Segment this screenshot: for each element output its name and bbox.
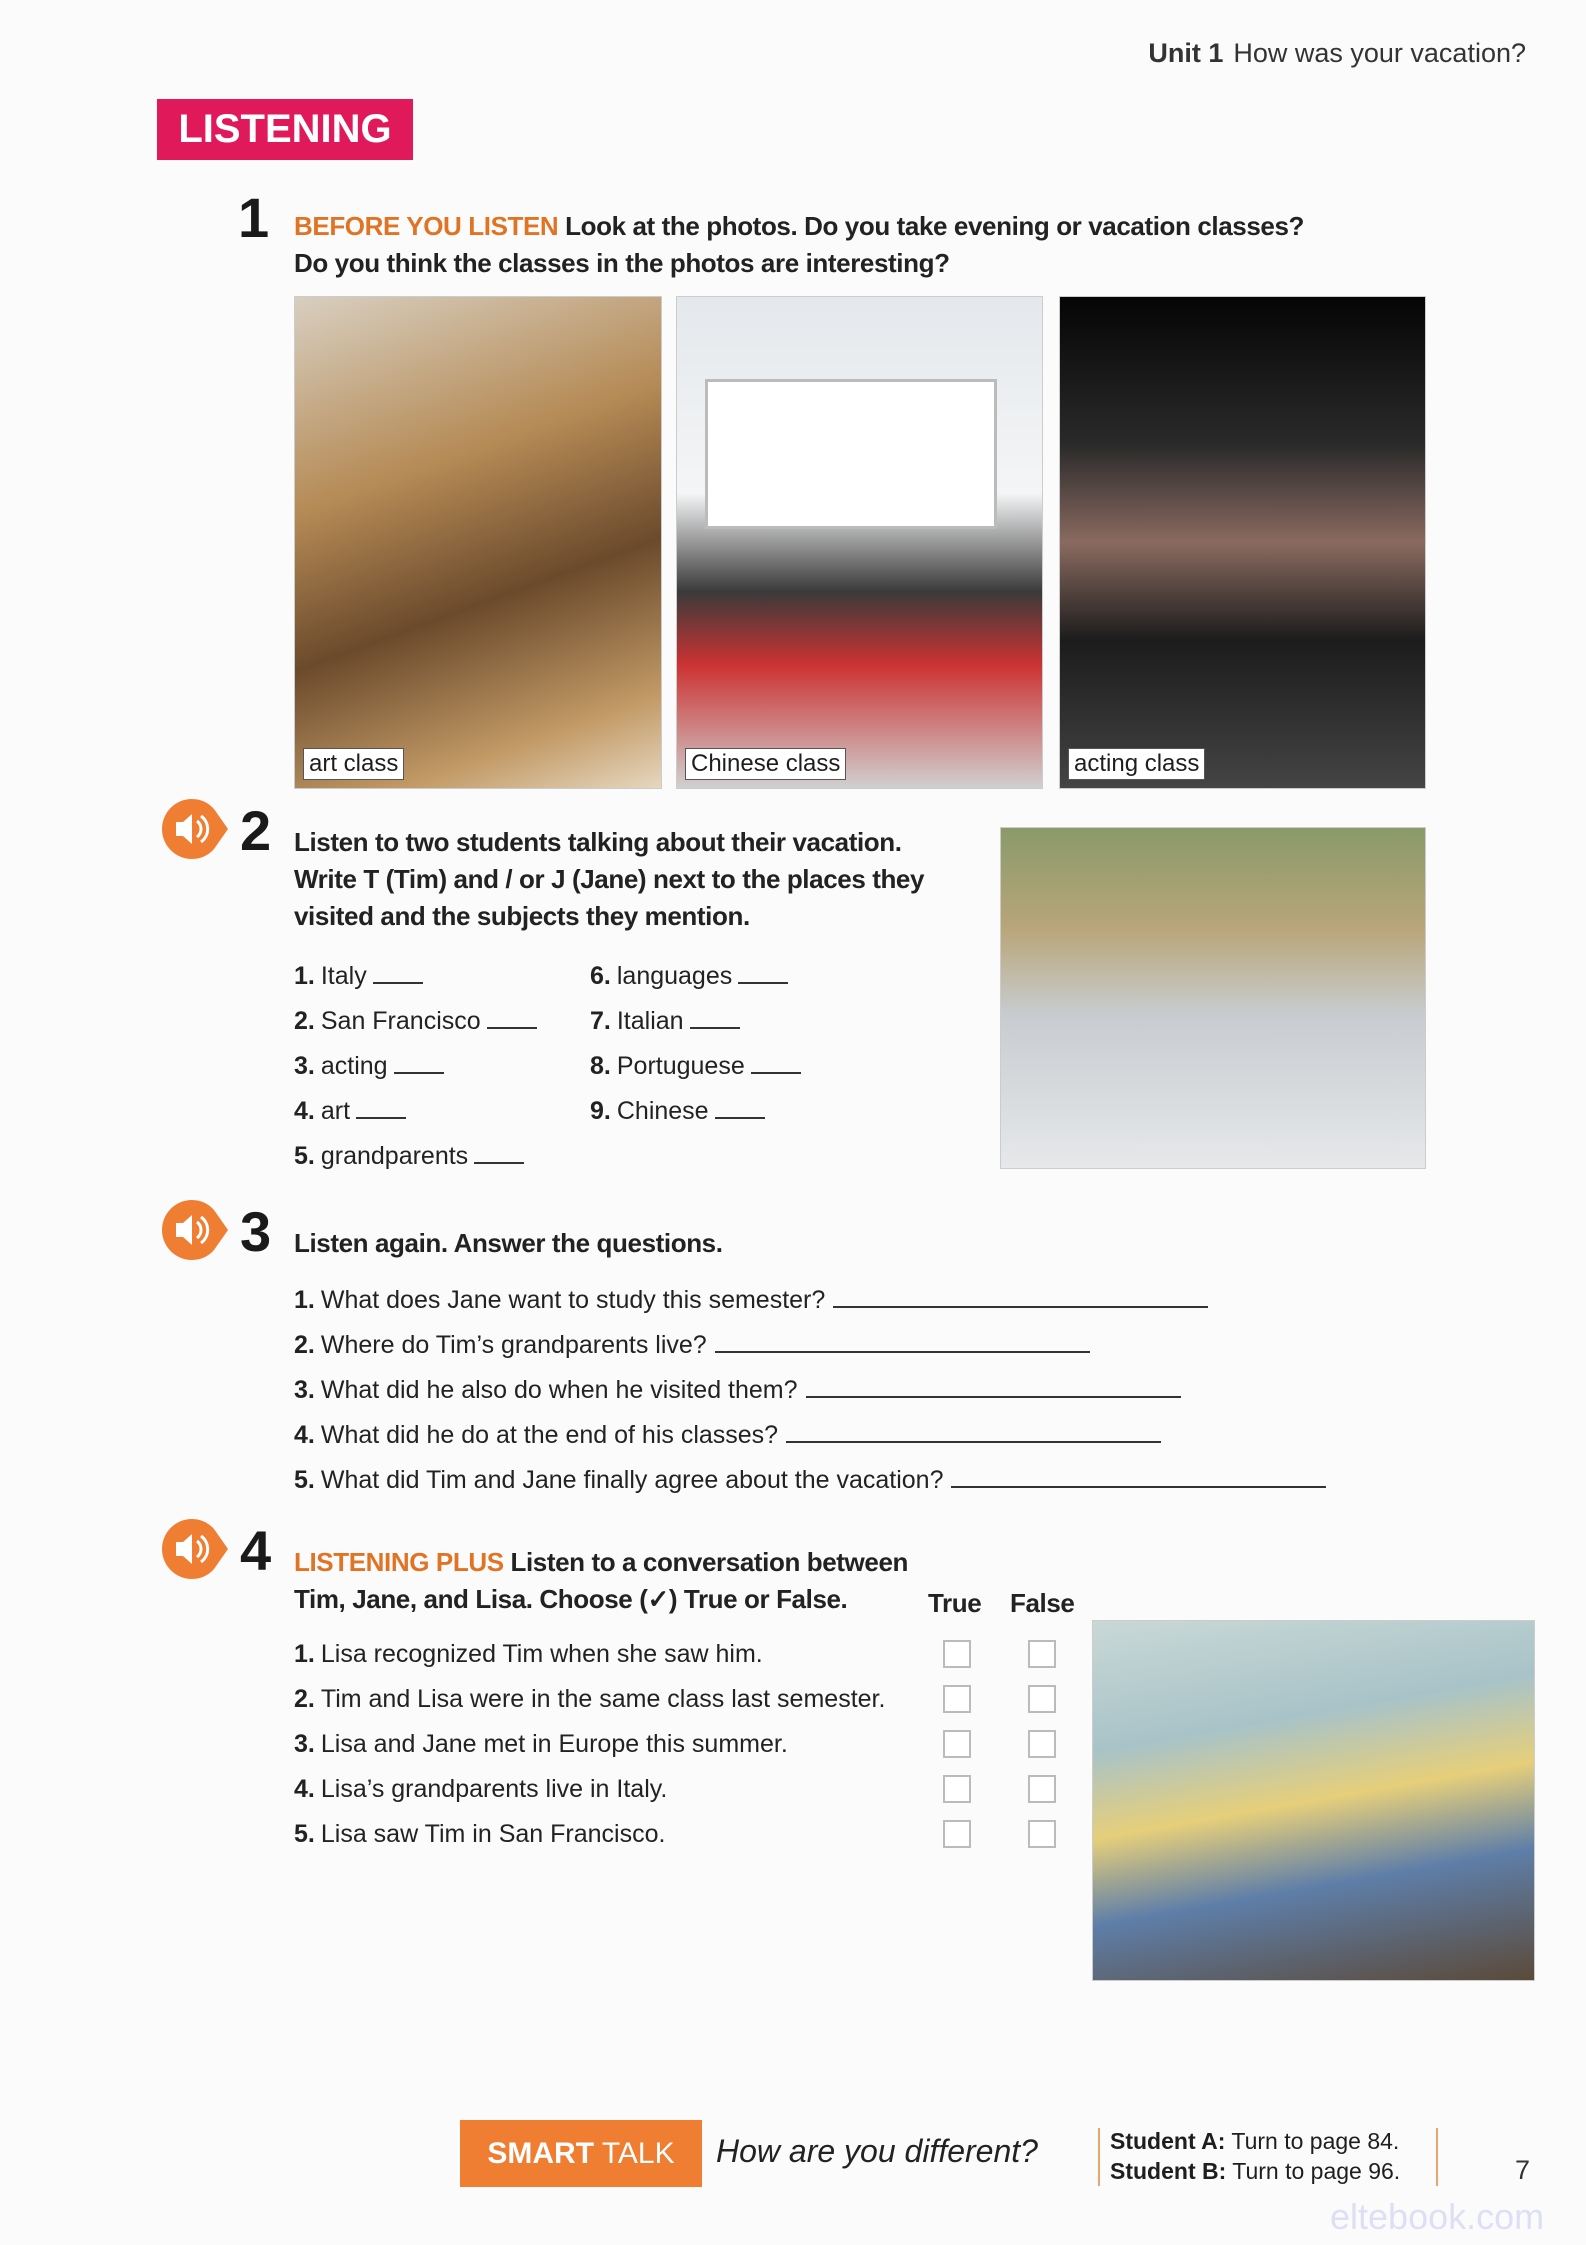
ex4-text1: Listen to a conversation between (510, 1547, 908, 1577)
statement-item: 3. Lisa and Jane met in Europe this summer. (294, 1730, 788, 1758)
ex3-questions (294, 1278, 1326, 1503)
question-item: 2. Where do Tim’s grandparents live? (294, 1323, 1326, 1368)
list-item: 1. Italy (294, 954, 537, 999)
exercise-number: 1 (238, 186, 270, 249)
audio-icon[interactable] (160, 797, 232, 861)
audio-icon[interactable] (160, 1517, 232, 1581)
ex2-list-col1 (294, 954, 537, 1179)
false-checkbox[interactable] (1028, 1820, 1056, 1848)
answer-blank[interactable] (715, 1117, 765, 1119)
acting-class-photo (1059, 296, 1426, 789)
audio-icon[interactable] (160, 1198, 232, 1262)
smart-talk-question: How are you different? (716, 2133, 1038, 2169)
question-item: 1. What does Jane want to study this semester? (294, 1278, 1326, 1323)
answer-blank[interactable] (751, 1072, 801, 1074)
students-walking-illustration (1000, 827, 1426, 1169)
answer-blank[interactable] (738, 982, 788, 984)
true-checkbox[interactable] (943, 1640, 971, 1668)
divider (1098, 2128, 1100, 2186)
statement-item: 4. Lisa’s grandparents live in Italy. (294, 1775, 668, 1803)
photo-caption: Chinese class (685, 748, 846, 780)
list-item: 6. languages (590, 954, 801, 999)
question-item: 5. What did Tim and Jane finally agree about the vacation? (294, 1458, 1326, 1503)
smart-talk-badge (460, 2120, 702, 2187)
exercise-number: 3 (240, 1200, 272, 1263)
ex1-text2: Do you think the classes in the photos are interesting? (294, 248, 950, 278)
false-checkbox[interactable] (1028, 1775, 1056, 1803)
ex4-instructions (294, 1544, 908, 1618)
answer-line[interactable] (786, 1441, 1161, 1443)
student-b: Student B: Turn to page 96. (1110, 2158, 1401, 2184)
question-item: 3. What did he also do when he visited them? (294, 1368, 1326, 1413)
answer-line[interactable] (715, 1351, 1090, 1353)
art-class-photo (294, 296, 662, 789)
list-item: 7. Italian (590, 999, 801, 1044)
ex1-text1: Look at the photos. Do you take evening or vacation classes? (565, 211, 1304, 241)
watermark: eltebook.com (1330, 2196, 1545, 2237)
list-item: 5. grandparents (294, 1134, 537, 1179)
answer-line[interactable] (833, 1306, 1208, 1308)
ex2-instructions (294, 824, 924, 935)
unit-header (1148, 38, 1526, 69)
photo-caption: acting class (1068, 748, 1205, 780)
false-header: False (1010, 1588, 1075, 1618)
page-number: 7 (1515, 2155, 1531, 2185)
student-instructions (1110, 2126, 1400, 2186)
answer-blank[interactable] (373, 982, 423, 984)
true-checkbox[interactable] (943, 1820, 971, 1848)
true-checkbox[interactable] (943, 1730, 971, 1758)
answer-blank[interactable] (394, 1072, 444, 1074)
statement-item: 5. Lisa saw Tim in San Francisco. (294, 1820, 666, 1848)
list-item: 9. Chinese (590, 1089, 801, 1134)
photo-caption: art class (303, 748, 404, 780)
false-checkbox[interactable] (1028, 1730, 1056, 1758)
ex4-statements (294, 1632, 885, 1857)
true-checkbox[interactable] (943, 1685, 971, 1713)
exercise-number: 4 (240, 1519, 272, 1582)
answer-line[interactable] (951, 1486, 1326, 1488)
list-item: 2. San Francisco (294, 999, 537, 1044)
answer-blank[interactable] (487, 1027, 537, 1029)
chinese-class-photo (676, 296, 1043, 789)
answer-blank[interactable] (474, 1162, 524, 1164)
section-badge: LISTENING (157, 99, 413, 160)
student-a: Student A: Turn to page 84. (1110, 2128, 1400, 2154)
unit-label: Unit 1 (1148, 38, 1224, 68)
answer-blank[interactable] (690, 1027, 740, 1029)
question-item: 4. What did he do at the end of his classes? (294, 1413, 1326, 1458)
whiteboard (705, 379, 997, 529)
list-item: 4. art (294, 1089, 537, 1134)
exercise-number: 2 (240, 799, 272, 862)
statement-item: 1. Lisa recognized Tim when she saw him. (294, 1640, 763, 1668)
true-header: True (928, 1588, 982, 1618)
answer-blank[interactable] (356, 1117, 406, 1119)
true-checkbox[interactable] (943, 1775, 971, 1803)
false-checkbox[interactable] (1028, 1640, 1056, 1668)
divider (1436, 2128, 1438, 2186)
ex2-line: Write T (Tim) and / or J (Jane) next to the places they (294, 864, 925, 894)
ex4-text2: Tim, Jane, and Lisa. Choose (✓) True or False. (294, 1584, 848, 1614)
ex3-title: Listen again. Answer the questions. (294, 1228, 723, 1258)
ex1-label: BEFORE YOU LISTEN (294, 211, 559, 241)
unit-title: How was your vacation? (1233, 38, 1526, 68)
ex4-label: LISTENING PLUS (294, 1547, 504, 1577)
ex1-instructions (294, 208, 1304, 282)
statement-item: 2. Tim and Lisa were in the same class last semester. (294, 1685, 886, 1713)
list-item: 3. acting (294, 1044, 537, 1089)
smart-label: SMART (487, 2137, 595, 2170)
ex2-line: Listen to two students talking about their vacation. (294, 827, 902, 857)
ex2-line: visited and the subjects they mention. (294, 901, 750, 931)
cafe-conversation-illustration (1092, 1620, 1535, 1981)
ex2-list-col2 (590, 954, 801, 1134)
list-item: 8. Portuguese (590, 1044, 801, 1089)
talk-label: TALK (601, 2137, 675, 2170)
false-checkbox[interactable] (1028, 1685, 1056, 1713)
answer-line[interactable] (806, 1396, 1181, 1398)
